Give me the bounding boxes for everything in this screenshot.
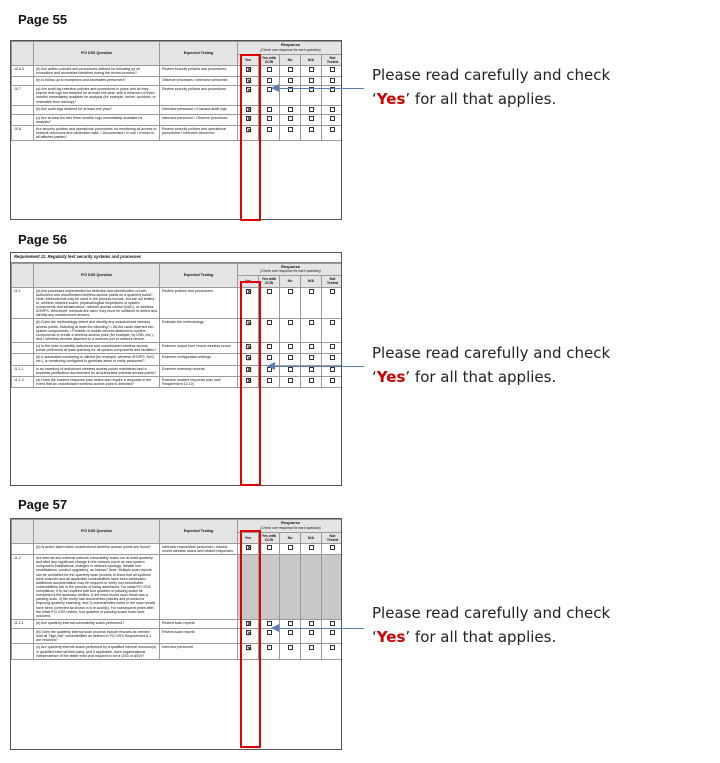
checkbox-no[interactable] (288, 367, 293, 372)
checkbox-no[interactable] (288, 545, 293, 550)
expected-testing: Interview responsible personnel • Inspect recent wireless scans and related responses (160, 543, 238, 554)
callout-quote-open: ‘ (372, 628, 377, 646)
response-subtitle: (Check one response for each question) (260, 47, 321, 52)
checkbox-not-tested[interactable] (330, 289, 335, 294)
yes-column-highlight (240, 281, 261, 486)
expected-testing: Observe processes • Interview personnel (160, 77, 238, 86)
checkbox-yes-ccw[interactable] (267, 355, 272, 360)
question-number: 10.6.3 (12, 65, 34, 76)
question-number (12, 629, 34, 644)
question-number (12, 319, 34, 343)
checkbox-yes-ccw[interactable] (267, 344, 272, 349)
response-cell-not-tested (322, 543, 343, 554)
response-cell-not-tested (322, 343, 343, 354)
checkbox-yes-ccw[interactable] (267, 67, 272, 72)
question-number (12, 343, 34, 354)
col-yes: Yes (238, 276, 259, 287)
testing-header: Expected Testing (160, 520, 238, 544)
table-row (12, 114, 343, 125)
response-cell-yes-ccw (259, 287, 280, 319)
response-cell-no (280, 629, 301, 644)
checkbox-yes-ccw[interactable] (267, 78, 272, 83)
question-number (12, 354, 34, 365)
table-row (12, 105, 343, 114)
col-no: No (280, 532, 301, 543)
response-cell-na (301, 126, 322, 141)
response-cell-yes-ccw (259, 644, 280, 659)
col-yes: Yes (238, 54, 259, 65)
questionnaire-table (11, 41, 342, 141)
checkbox-na[interactable] (309, 621, 314, 626)
callout-text (372, 601, 672, 649)
callout-yes: Yes (376, 628, 406, 646)
response-cell-not-tested (322, 77, 343, 86)
table-row (12, 343, 343, 354)
checkbox-yes-ccw[interactable] (267, 289, 272, 294)
col-not-tested: Not Tested (322, 276, 343, 287)
callout-text (372, 341, 672, 389)
table-row (12, 77, 343, 86)
question-number (12, 543, 34, 554)
callout-text (372, 63, 672, 111)
question-number (12, 105, 34, 114)
checkbox-no[interactable] (288, 78, 293, 83)
question-text: Are internal and external network vulnerability scans run at least quarterly and after any significant change in the network (such as new system component installations, changes in network topology, firewall rule modifications, product upgrades), as follows? Note: Multiple scan reports can be combined for the quarterly scan process to show that all systems were scanned and all applicable vulnerabilities have been addressed. Additional documentation may be required to verify non-remediated vulnerabilities are in the process of being addressed. For initial PCI DSS compliance, it is not required that four quarters of passing scans be completed if the assessor verifies 1) the most recent scan result was a passing scan, 2) the entity has documented policies and procedures requiring quarterly scanning, and 3) vulnerabilities noted in the scan results have been corrected as shown in a re-scan(s). For subsequent years after the initial PCI DSS review, four quarters of passing scans must have occurred. (34, 555, 160, 620)
checkbox-not-tested[interactable] (330, 116, 335, 121)
checkbox-no[interactable] (288, 116, 293, 121)
question-text: (a) Does the incident response plan define and require a response in the event that an unauthorized wireless access point is detected? (34, 376, 160, 387)
response-cell-not-tested (322, 105, 343, 114)
checkbox-yes-ccw[interactable] (267, 545, 272, 550)
question-text: (a) Are audit log retention policies and procedures in place and do they require that logs are retained for at least one year, with a minimum of three months immediately available for analysis (for example, online, archived, or restorable from backup)? (34, 86, 160, 106)
table-row (12, 287, 343, 319)
callout-line-2-rest: ’ for all that applies. (405, 628, 557, 646)
response-cell-na (301, 376, 322, 387)
response-cell-na (301, 105, 322, 114)
checkbox-no[interactable] (288, 378, 293, 383)
callout-arrow (272, 628, 364, 629)
response-cell-na (301, 65, 322, 76)
checkbox-not-tested[interactable] (330, 545, 335, 550)
checkbox-na[interactable] (309, 116, 314, 121)
question-number (12, 644, 34, 659)
checkbox-not-tested[interactable] (330, 344, 335, 349)
expected-testing: Review security policies and procedures (160, 86, 238, 106)
checkbox-na[interactable] (309, 545, 314, 550)
expected-testing: Evaluate the methodology (160, 319, 238, 343)
response-cell-yes-ccw (259, 65, 280, 76)
checkbox-no[interactable] (288, 355, 293, 360)
question-text: (c) Are quarterly internal scans performed by a qualified internal resource(s) or qualified external third party, and if applicable, does organizational independence of the tester exist (not required to be a QSA or ASV)? (34, 644, 160, 659)
question-number (12, 114, 34, 125)
checkbox-no[interactable] (288, 67, 293, 72)
expected-testing: Examine inventory records (160, 365, 238, 376)
empty-header-cell (12, 42, 34, 66)
checkbox-na[interactable] (309, 645, 314, 650)
response-cell-na (301, 343, 322, 354)
response-header (238, 263, 343, 276)
checkbox-not-tested[interactable] (330, 621, 335, 626)
checkbox-not-tested[interactable] (330, 320, 335, 325)
checkbox-no[interactable] (288, 127, 293, 132)
response-cell-yes-ccw (259, 126, 280, 141)
callout-quote-open: ‘ (372, 90, 377, 108)
question-text: (b) Are audit logs retained for at least one year? (34, 105, 160, 114)
requirement-title: Requirement 11: Regularly test security systems and processes (11, 253, 341, 263)
expected-testing: Interview personnel • Examine audit logs (160, 105, 238, 114)
checkbox-na[interactable] (309, 355, 314, 360)
response-cell-no (280, 319, 301, 343)
checkbox-na[interactable] (309, 107, 314, 112)
testing-header: Expected Testing (160, 42, 238, 66)
table-row (12, 126, 343, 141)
callout-line-2-rest: ’ for all that applies. (405, 90, 557, 108)
expected-testing: Interview personnel (160, 644, 238, 659)
response-cell-no (280, 287, 301, 319)
questionnaire-page-56 (10, 252, 342, 486)
checkbox-na[interactable] (309, 78, 314, 83)
response-cell-no (280, 126, 301, 141)
questionnaire-table (11, 263, 342, 388)
page-label: Page 57 (18, 497, 68, 512)
yes-column-highlight (240, 54, 261, 221)
question-number: 11.1.2 (12, 376, 34, 387)
callout-yes: Yes (376, 368, 406, 386)
questionnaire-page-57 (10, 518, 342, 750)
response-cell-na (301, 644, 322, 659)
response-subtitle: (Check one response for each question) (260, 269, 321, 274)
checkbox-no[interactable] (288, 107, 293, 112)
question-text: (b) Is action taken when unauthorized wireless access points are found? (34, 543, 160, 554)
checkbox-na[interactable] (309, 630, 314, 635)
checkbox-na[interactable] (309, 289, 314, 294)
col-na: N/A (301, 532, 322, 543)
checkbox-na[interactable] (309, 344, 314, 349)
question-number: 11.1.1 (12, 365, 34, 376)
question-header: PCI DSS Question (34, 263, 160, 287)
question-number: 11.1 (12, 287, 34, 319)
question-text: Are security policies and operational procedures for monitoring all access to network resources and cardholder data: • Documented • In use • Known to all affected parties? (34, 126, 160, 141)
expected-testing: Review policies and procedures (160, 287, 238, 319)
checkbox-no[interactable] (288, 344, 293, 349)
response-cell-yes-ccw (259, 343, 280, 354)
yes-column-highlight (240, 530, 261, 748)
table-row (12, 319, 343, 343)
col-not-tested: Not Tested (322, 54, 343, 65)
col-no: No (280, 276, 301, 287)
callout-line-2 (372, 87, 672, 111)
questionnaire-page-55 (10, 40, 342, 220)
empty-header-cell (12, 520, 34, 544)
expected-testing (160, 555, 238, 620)
response-cell-na (301, 319, 322, 343)
table-row (12, 555, 343, 620)
response-cell-not-tested (322, 114, 343, 125)
expected-testing: Review scan reports (160, 629, 238, 644)
response-cell-yes-ccw (259, 543, 280, 554)
response-cell-no (280, 644, 301, 659)
question-number (12, 77, 34, 86)
question-header: PCI DSS Question (34, 42, 160, 66)
expected-testing: Review security policies and procedures (160, 65, 238, 76)
questionnaire-table (11, 519, 342, 660)
response-cell-yes-ccw (259, 376, 280, 387)
question-number: 10.7 (12, 86, 34, 106)
response-cell-no (280, 65, 301, 76)
checkbox-not-tested[interactable] (330, 630, 335, 635)
response-cell-not-tested (322, 555, 343, 620)
callout-line-1: Please read carefully and check (372, 66, 611, 84)
response-cell-no (280, 114, 301, 125)
table-body (12, 65, 343, 141)
checkbox-na[interactable] (309, 127, 314, 132)
checkbox-no[interactable] (288, 645, 293, 650)
response-cell-no (280, 343, 301, 354)
checkbox-na[interactable] (309, 367, 314, 372)
response-cell-yes-ccw (259, 105, 280, 114)
question-number: 10.8 (12, 126, 34, 141)
checkbox-no[interactable] (288, 630, 293, 635)
checkbox-not-tested[interactable] (330, 355, 335, 360)
callout-arrow (268, 366, 364, 367)
expected-testing: Examine incident response plan (see Requirement 12.10) (160, 376, 238, 387)
empty-header-cell (12, 263, 34, 287)
response-cell-not-tested (322, 644, 343, 659)
page-label: Page 55 (18, 12, 68, 27)
checkbox-no[interactable] (288, 621, 293, 626)
table-body (12, 287, 343, 388)
col-yes-ccw: Yes with CCW (259, 276, 280, 287)
callout-line-2 (372, 625, 672, 649)
callout-arrow (272, 88, 364, 89)
checkbox-no[interactable] (288, 320, 293, 325)
col-yes: Yes (238, 532, 259, 543)
checkbox-yes-ccw[interactable] (267, 107, 272, 112)
response-cell-not-tested (322, 354, 343, 365)
expected-testing: Review scan reports (160, 619, 238, 628)
response-title: Response (280, 263, 301, 269)
callout-line-2-rest: ’ for all that applies. (405, 368, 557, 386)
response-subtitle: (Check one response for each question) (260, 525, 321, 530)
table-body (12, 543, 343, 659)
col-yes-ccw: Yes with CCW (259, 532, 280, 543)
response-cell-not-tested (322, 376, 343, 387)
question-text: (b) Is follow-up to exceptions and anomalies performed? (34, 77, 160, 86)
table-row (12, 629, 343, 644)
question-number: 11.2 (12, 555, 34, 620)
table-row (12, 376, 343, 387)
checkbox-not-tested[interactable] (330, 378, 335, 383)
response-cell-not-tested (322, 287, 343, 319)
response-cell-yes-ccw (259, 319, 280, 343)
question-text: (b) Does the quarterly internal scan process include rescans as needed until all "high-risk" vulnerabilities as defined in PCI DSS Requirement 6.1 are resolved? (34, 629, 160, 644)
response-cell-na (301, 555, 322, 620)
response-title: Response (280, 42, 301, 47)
testing-header: Expected Testing (160, 263, 238, 287)
question-text: (b) Are written policies and procedures defined for following up on exceptions and anomalies identified during the review process? (34, 65, 160, 76)
expected-testing: Examine output from recent wireless scans (160, 343, 238, 354)
response-cell-na (301, 114, 322, 125)
response-cell-no (280, 555, 301, 620)
response-cell-not-tested (322, 319, 343, 343)
response-cell-no (280, 354, 301, 365)
col-not-tested: Not Tested (322, 532, 343, 543)
col-yes-ccw: Yes with CCW (259, 54, 280, 65)
checkbox-na[interactable] (309, 320, 314, 325)
table-row (12, 354, 343, 365)
checkbox-yes-ccw[interactable] (267, 645, 272, 650)
expected-testing: Interview personnel • Observe processes (160, 114, 238, 125)
checkbox-not-tested[interactable] (330, 127, 335, 132)
col-na: N/A (301, 54, 322, 65)
checkbox-na[interactable] (309, 378, 314, 383)
response-cell-no (280, 77, 301, 86)
response-cell-not-tested (322, 126, 343, 141)
callout-yes: Yes (376, 90, 406, 108)
response-cell-na (301, 543, 322, 554)
response-title: Response (280, 520, 301, 525)
response-cell-na (301, 287, 322, 319)
response-cell-na (301, 77, 322, 86)
question-text: (a) Are processes implemented for detection and identification of both authorized and unauthorized wireless access points on a quarterly basis? Note: Methods that may be used in the process include, but are not limited to, wireless network scans, physical/logical inspections of system components and infrastructure, network access control (NAC), or wireless IDS/IPS. Whichever methods are used, they must be sufficient to detect and identify any unauthorized devices. (34, 287, 160, 319)
checkbox-yes-ccw[interactable] (267, 116, 272, 121)
callout-quote-open: ‘ (372, 368, 377, 386)
checkbox-not-tested[interactable] (330, 367, 335, 372)
response-cell-na (301, 354, 322, 365)
table-row (12, 543, 343, 554)
expected-testing: Review security policies and operational procedures • Interview personnel (160, 126, 238, 141)
response-cell-yes-ccw (259, 555, 280, 620)
response-cell-no (280, 376, 301, 387)
question-number: 11.2.1 (12, 619, 34, 628)
checkbox-not-tested[interactable] (330, 107, 335, 112)
callout-line-1: Please read carefully and check (372, 604, 611, 622)
checkbox-not-tested[interactable] (330, 645, 335, 650)
question-text: Is an inventory of authorized wireless access points maintained and a business justification documented for all authorized wireless access points? (34, 365, 160, 376)
checkbox-no[interactable] (288, 289, 293, 294)
response-cell-no (280, 543, 301, 554)
expected-testing: Examine configuration settings (160, 354, 238, 365)
checkbox-not-tested[interactable] (330, 67, 335, 72)
callout-line-1: Please read carefully and check (372, 344, 611, 362)
table-row (12, 65, 343, 76)
question-text: (b) Does the methodology detect and identify any unauthorized wireless access points, including at least the following? • WLAN cards inserted into system components; • Portable or mobile devices attached to system components to create a wireless access point (for example, by USB, etc.); and • Wireless devices attached to a network port or network device. (34, 319, 160, 343)
question-text: (d) If automated monitoring is utilized (for example, wireless IDS/IPS, NAC, etc.), is monitoring configured to generate alerts to notify personnel? (34, 354, 160, 365)
question-header: PCI DSS Question (34, 520, 160, 544)
response-header (238, 42, 343, 55)
page-label: Page 56 (18, 232, 68, 247)
response-cell-yes-ccw (259, 114, 280, 125)
question-text: (c) Are at least the last three months' logs immediately available for analysis? (34, 114, 160, 125)
response-cell-not-tested (322, 629, 343, 644)
col-na: N/A (301, 276, 322, 287)
checkbox-not-tested[interactable] (330, 78, 335, 83)
question-text: (c) Is the scan to identify authorized and unauthorized wireless access points performed at least quarterly for all system components and facilities? (34, 343, 160, 354)
response-cell-na (301, 629, 322, 644)
checkbox-yes-ccw[interactable] (267, 378, 272, 383)
checkbox-yes-ccw[interactable] (267, 127, 272, 132)
table-row (12, 644, 343, 659)
checkbox-na[interactable] (309, 67, 314, 72)
question-text: (a) Are quarterly internal vulnerability scans performed? (34, 619, 160, 628)
response-cell-no (280, 105, 301, 114)
checkbox-yes-ccw[interactable] (267, 320, 272, 325)
callout-line-2 (372, 365, 672, 389)
col-no: No (280, 54, 301, 65)
response-cell-not-tested (322, 65, 343, 76)
